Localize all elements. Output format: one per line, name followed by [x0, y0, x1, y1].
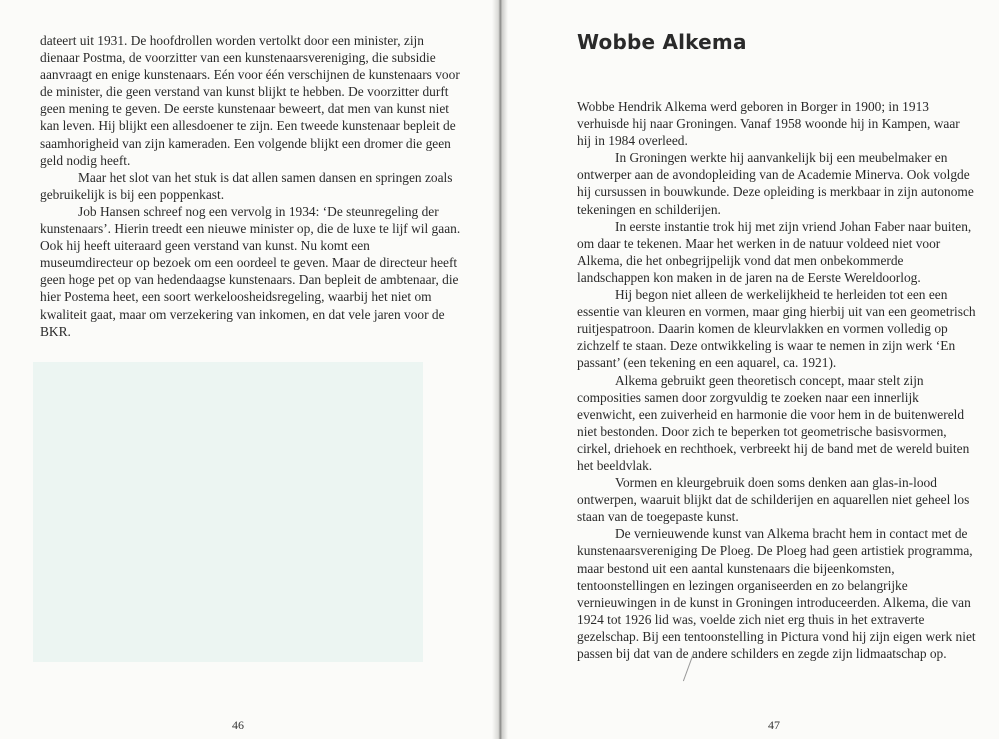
faded-illustration: [33, 362, 423, 662]
right-paragraph-3: In eerste instantie trok hij met zijn vriend Johan Faber naar buiten, om daar te tekenen. Maar het werken in de natuur voldeed niet voor Alkema, die het onbegrijpelijk vond dat men onbekommerde landschappen kon maken in de jaren na de Eerste Wereldoorlog.: [577, 218, 972, 285]
right-paragraph-1: Wobbe Hendrik Alkema werd geboren in Borger in 1900; in 1913 verhuisde hij naar Groningen. Vanaf 1958 woonde hij in Kampen, waar hij in 1984 overleed.: [577, 99, 960, 149]
page-number-left: 46: [232, 718, 244, 732]
left-paragraph-3: Job Hansen schreef nog een vervolg in 1934: ‘De steunregeling der kunstenaars’. Hierin treedt een nieuwe minister op, die de luxe te lijf wil gaan. Ook hij heeft uiteraard geen verstand van kunst. Nu komt een museumdirecteur op bezoek om een oordeel te geven. Maar de directeur heeft geen hoge pet op van hedendaagse kunstenaars. Dan bepleit de ambtenaar, die hier Postema heet, een soort werkeloosheidsregeling, waarbij het niet om kwaliteit gaat, maar om verzekering van inkomen, en dat vele jaren voor de BKR.: [40, 203, 461, 339]
page-number-right: 47: [768, 718, 780, 732]
right-paragraph-2: In Groningen werkte hij aanvankelijk bij een meubelmaker en ontwerper aan de avondopleiding van de Academie Minerva. Ook volgde hij cursussen in bouwkunde. Deze opleiding is merkbaar in zijn autonome tekeningen en schilderijen.: [577, 150, 974, 217]
right-paragraph-7: De vernieuwende kunst van Alkema bracht hem in contact met de kunstenaarsvereniging De Ploeg. De Ploeg had geen artistiek programma, maar bestond uit een aantal kunstenaars die bijeenkomsten, tentoonstellingen en lezingen organiseerden en zo belangrijke vernieuwingen in de kunst in Groningen introduceerden. Alkema, die van 1924 tot 1926 lid was, voelde zich niet erg thuis in het extraverte gezelschap. Bij een tentoonstelling in Pictura vond hij zijn eigen werk niet passen bij dat van de andere schilders en zegde zijn lidmaatschap op.: [577, 526, 976, 661]
right-paragraph-4: Hij begon niet alleen de werkelijkheid te herleiden tot een een essentie van kleuren en vormen, maar ging hierbij uit van een geometrisch ruitjespatroon. Daarin komen de kleurvlakken en vormen volledig op zichzelf te staan. Deze ontwikkeling is waar te nemen in zijn werk ‘En passant’ (een tekening en een aquarel, ca. 1921).: [577, 287, 976, 371]
left-page-body: [40, 32, 465, 340]
left-paragraph-2: Maar het slot van het stuk is dat allen samen dansen en springen zoals gebruikelijk is bij een poppenkast.: [40, 169, 453, 202]
left-paragraph-1: dateert uit 1931. De hoofdrollen worden vertolkt door een minister, zijn dienaar Postma, de voorzitter van een kunstenaarsvereniging, die subsidie aanvraagt en enige kunstenaars. Eén voor één verschijnen de kunstenaars voor de minister, die geen verstand van kunst blijkt te hebben. De voorzitter durft geen mening te geven. De eerste kunstenaar beweert, dat men van kunst niet kan leven. Hij blijkt een allesdoener te zijn. Een tweede kunstenaar bepleit de saamhorigheid van zijn kameraden. Een volgende blijkt een dromer die geen geld nodig heeft.: [40, 33, 460, 168]
left-page: [0, 0, 499, 739]
chapter-heading: Wobbe Alkema: [577, 30, 747, 54]
book-gutter: [492, 0, 508, 739]
right-paragraph-6: Vormen en kleurgebruik doen soms denken aan glas-in-lood ontwerpen, waaruit blijkt dat de schilderijen en aquarellen niet geheel los staan van de toegepaste kunst.: [577, 475, 970, 525]
right-page-body: [577, 98, 977, 662]
right-paragraph-5: Alkema gebruikt geen theoretisch concept, maar stelt zijn composities samen door zorgvuldig te zoeken naar een innerlijk evenwicht, een zuiverheid en harmonie die voor hem in de buitenwereld niet bestonden. Door zich te beperken tot geometrische basisvormen, cirkel, driehoek en rechthoek, verbreekt hij de band met de wereld buiten het beeldvlak.: [577, 372, 970, 473]
